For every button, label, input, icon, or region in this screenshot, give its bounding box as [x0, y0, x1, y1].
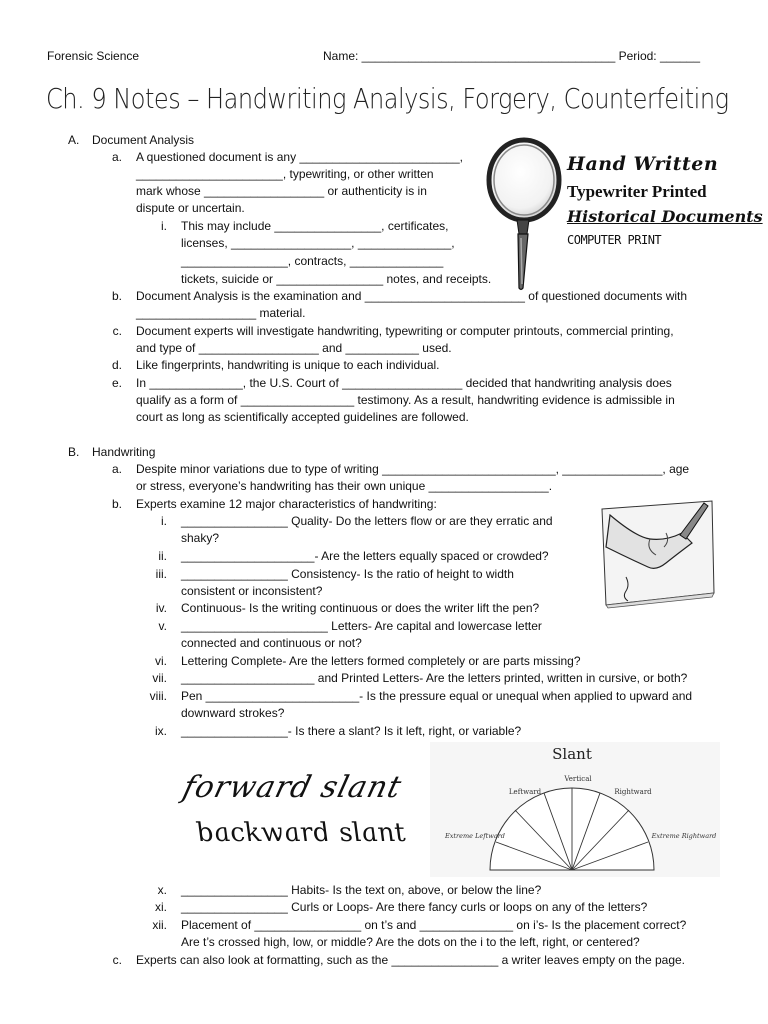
historical-sample: Historical Documents: [567, 207, 763, 226]
a-b-line1: Document Analysis is the examination and ________________________ of questioned documents with: [136, 289, 688, 303]
slant-label-vertical: Vertical: [564, 775, 592, 783]
a-a-line1: A questioned document is any ________________________,: [136, 150, 463, 164]
course-label: Forensic Science: [47, 49, 140, 63]
a-a-i-line2: licenses, __________________, ______________,: [181, 236, 455, 250]
char-xi-line1: ________________ Curls or Loops- Are there fancy curls or loops on any of the letters?: [181, 900, 648, 914]
a-e-line2: qualify as a form of _________________ testimony. As a result, handwriting evidence is admissible in: [136, 393, 675, 407]
a-b-line2: __________________ material.: [136, 306, 306, 320]
char-v-marker: v.: [158, 619, 167, 633]
char-ix-marker: ix.: [155, 724, 167, 738]
slant-label-leftward: Leftward: [508, 788, 542, 796]
page-title: Ch. 9 Notes – Handwriting Analysis, Forgery, Counterfeiting: [46, 82, 729, 115]
a-e-line3: court as long as scientifically accepted guidelines are followed.: [136, 410, 469, 424]
a-a-line3: mark whose __________________ or authenticity is in: [136, 184, 427, 198]
hand-writing-pen-icon: [596, 497, 718, 609]
typewriter-sample: Typewriter Printed: [567, 182, 707, 201]
char-viii-line1: Pen _______________________- Is the pressure equal or unequal when applied to upward and: [181, 689, 693, 703]
char-v-line2: connected and continuous or not?: [181, 636, 362, 650]
forward-slant-sample: forward slant: [179, 770, 406, 805]
section-a-marker: A.: [68, 133, 80, 147]
a-a-i-line4: tickets, suicide or ________________ notes, and receipts.: [181, 272, 492, 286]
char-iv-marker: iv.: [155, 601, 167, 615]
a-c-line1: Document experts will investigate handwriting, typewriting or computer printouts, commercial printing,: [136, 324, 674, 338]
a-d-marker: d.: [111, 358, 122, 372]
magnifying-glass-icon: [483, 136, 565, 292]
char-vi-line1: Lettering Complete- Are the letters formed completely or are parts missing?: [181, 654, 581, 668]
b-a-marker: a.: [111, 462, 122, 476]
b-c-line1: Experts can also look at formatting, such as the ________________ a writer leaves empty on the page.: [136, 953, 686, 967]
char-i-marker: i.: [161, 514, 167, 528]
a-d-line1: Like fingerprints, handwriting is unique to each individual.: [136, 358, 440, 372]
a-a-marker: a.: [111, 150, 122, 164]
char-ii-line1: ____________________- Are the letters equally spaced or crowded?: [181, 549, 549, 563]
char-vii-line1: ____________________ and Printed Letters- Are the letters printed, written in cursive, or both?: [181, 671, 688, 685]
a-a-line4: dispute or uncertain.: [136, 201, 245, 215]
char-ii-marker: ii.: [158, 549, 167, 563]
char-v-line1: ______________________ Letters- Are capital and lowercase letter: [181, 619, 542, 633]
slant-label-extreme-left: Extreme Leftward: [445, 832, 505, 840]
a-e-marker: e.: [111, 376, 122, 390]
a-c-marker: c.: [112, 324, 122, 338]
slant-chart-title: Slant: [552, 745, 592, 763]
char-ix-line1: ________________- Is there a slant? Is it left, right, or variable?: [181, 724, 522, 738]
char-iii-line1: ________________ Consistency- Is the ratio of height to width: [181, 567, 514, 581]
name-period-field[interactable]: Name: ______________________________________ Period: ______: [323, 49, 701, 63]
b-b-marker: b.: [111, 497, 122, 511]
backward-slant-sample: backward slant: [192, 818, 411, 848]
section-b-marker: B.: [68, 445, 80, 459]
char-i-line2: shaky?: [181, 531, 220, 545]
char-xii-line1: Placement of ________________ on t’s and ______________ on i’s- Is the placement correct?: [181, 918, 687, 932]
b-a-line2: or stress, everyone’s handwriting has their own unique __________________.: [136, 479, 553, 493]
a-a-i-line1: This may include ________________, certificates,: [181, 219, 449, 233]
a-a-i-marker: i.: [161, 219, 167, 233]
char-x-line1: ________________ Habits- Is the text on, above, or below the line?: [181, 883, 542, 897]
a-a-i-line3: ________________, contracts, ______________: [181, 254, 444, 268]
a-e-line1: In ______________, the U.S. Court of __________________ decided that handwriting analysis does: [136, 376, 672, 390]
char-xi-marker: xi.: [155, 900, 167, 914]
a-c-line2: and type of __________________ and ___________ used.: [136, 341, 452, 355]
char-xii-marker: xii.: [152, 918, 167, 932]
slant-label-extreme-right: Extreme Rightward: [651, 832, 717, 840]
hand-written-sample: Hand Written: [567, 153, 719, 175]
char-vi-marker: vi.: [155, 654, 167, 668]
char-x-marker: x.: [157, 883, 167, 897]
char-xii-line2: Are t’s crossed high, low, or middle? Are the dots on the i to the left, right, or centered?: [181, 935, 640, 949]
char-i-line1: ________________ Quality- Do the letters flow or are they erratic and: [181, 514, 553, 528]
section-a-heading: Document Analysis: [92, 133, 195, 147]
char-iv-line1: Continuous- Is the writing continuous or does the writer lift the pen?: [181, 601, 540, 615]
char-viii-line2: downward strokes?: [181, 706, 285, 720]
a-b-marker: b.: [111, 289, 122, 303]
computer-print-sample: COMPUTER PRINT: [567, 233, 662, 247]
b-a-line1: Despite minor variations due to type of writing __________________________, _______________, age: [136, 462, 690, 476]
a-a-line2: ______________________, typewriting, or other written: [136, 167, 434, 181]
char-vii-marker: vii.: [152, 671, 167, 685]
slant-protractor-diagram: [430, 742, 720, 877]
char-iii-marker: iii.: [155, 567, 167, 581]
char-iii-line2: consistent or inconsistent?: [181, 584, 323, 598]
char-viii-marker: viii.: [149, 689, 167, 703]
section-b-heading: Handwriting: [92, 445, 156, 459]
b-b-line1: Experts examine 12 major characteristics of handwriting:: [136, 497, 437, 511]
b-c-marker: c.: [112, 953, 122, 967]
slant-label-rightward: Rightward: [614, 788, 652, 796]
